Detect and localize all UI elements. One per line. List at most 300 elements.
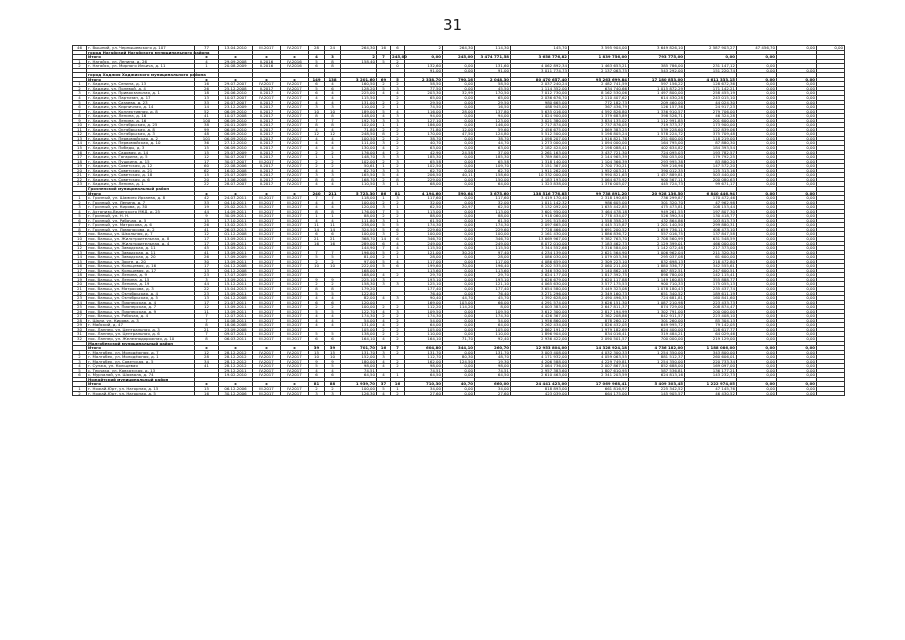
table-cell: город Хаджия Хаджиского муниципального района	[88, 72, 206, 78]
table-cell: 64,00	[475, 323, 511, 328]
table-cell: 164,10	[405, 337, 443, 342]
table-cell: 2 621 564,90	[569, 250, 629, 255]
table-cell: 0,00	[777, 86, 817, 91]
table-cell: 3 437 721,30	[569, 150, 629, 155]
table-cell: 13.09.2011	[219, 236, 253, 241]
table-cell: 0,00	[737, 191, 777, 196]
table-cell: пос. Ваныш, ул. Пионерская, д. 7	[87, 305, 195, 310]
table-cell: 719 373,37	[629, 123, 685, 128]
table-cell: х	[253, 346, 281, 351]
table-cell: 117,60	[475, 196, 511, 201]
table-cell: 1	[73, 59, 87, 64]
table-cell: г. Хаджия, ул. Победы, д. 3	[87, 146, 195, 151]
table-cell: 2 037 240,24	[511, 82, 569, 87]
table-cell: 0,00	[737, 232, 777, 237]
table-cell: 2	[391, 250, 405, 255]
table-cell: 33	[195, 200, 219, 205]
table-cell: 1 778 434,07	[569, 214, 629, 219]
table-cell: 25.07.2009	[219, 173, 253, 178]
table-cell: с. Терчака, ул. Кавказская, д. 13	[87, 368, 195, 373]
table-cell: 4	[325, 127, 341, 132]
table-cell: 47 456,70	[737, 46, 777, 51]
table-cell: 2	[325, 159, 341, 164]
table-cell: 402 634,82	[629, 146, 685, 151]
table-cell: 4	[377, 359, 391, 364]
table-cell: 15.12.2011	[219, 282, 253, 287]
table-cell: 1 254 350,00	[629, 350, 685, 355]
table-cell: г. Хаджия, ул. Партизан, д. 17	[87, 96, 195, 101]
table-cell: 105,00	[405, 327, 443, 332]
table-cell: 13.09.2011	[219, 250, 253, 255]
table-cell: III.2017	[253, 305, 281, 310]
table-cell: 0,00	[777, 296, 817, 301]
table-cell: III.2017	[253, 332, 281, 337]
table-cell: 0,00	[777, 337, 817, 342]
table-cell: 3	[325, 391, 341, 396]
table-cell: 4	[325, 200, 341, 205]
table-cell: 211	[325, 191, 341, 196]
table-cell: 4	[309, 314, 325, 319]
table-cell: IV.2017	[281, 105, 309, 110]
table-cell: 0,00	[777, 146, 817, 151]
table-cell: 0,00	[777, 96, 817, 101]
table-cell: 4	[325, 146, 341, 151]
table-cell: 6	[309, 373, 325, 378]
table-cell: 1 086 030,00	[511, 255, 569, 260]
table-cell: 1 635 442,85	[569, 205, 629, 210]
table-cell: х	[281, 55, 309, 60]
table-cell: 0,00	[443, 200, 475, 205]
table-cell: пос. Ваныш, ул. Заводская, д. 20	[87, 255, 195, 260]
table-cell: 0,00	[777, 391, 817, 396]
table-cell: 2 129 399,01	[629, 241, 685, 246]
table-cell: 47 962,98	[685, 200, 737, 205]
table-cell: 7 183 462,73	[569, 241, 629, 246]
table-cell: 2	[341, 55, 377, 60]
table-cell: 2 161 430,00	[511, 232, 569, 237]
table-cell: IV.2017	[253, 350, 281, 355]
table-cell: 121,00	[405, 250, 443, 255]
table-cell: х	[195, 55, 219, 60]
table-cell: III.2017	[253, 223, 281, 228]
table-cell: 631 548,59	[685, 236, 737, 241]
table-cell: 590,64	[443, 191, 475, 196]
table-cell: 0,00	[443, 373, 475, 378]
table-cell: 28.12.2012	[219, 355, 253, 360]
table-cell: 158,40	[341, 59, 377, 64]
table-cell: 11	[325, 223, 341, 228]
table-cell: 19	[73, 164, 87, 169]
table-cell: 3 316 584,00	[569, 246, 629, 251]
table-cell: 0,00	[777, 77, 817, 82]
table-cell: 7	[325, 196, 341, 201]
table-cell: 17 180 853,00	[629, 77, 685, 82]
table-cell: 2 737 876,05	[569, 123, 629, 128]
table-cell: 16	[73, 150, 87, 155]
table-cell: 0,00	[777, 123, 817, 128]
table-cell: г. Грозный, ул. Матросова, д. 6	[87, 223, 195, 228]
table-cell: III.2017	[253, 264, 281, 269]
table-cell: 34	[195, 359, 219, 364]
table-cell: 16.02.2008	[219, 168, 253, 173]
table-cell: 2	[309, 150, 325, 155]
table-cell: х	[195, 191, 219, 196]
table-cell: 3 601 950,00	[511, 209, 569, 214]
table-cell: 0,00	[443, 114, 475, 119]
table-cell: 1 273 000,00	[511, 141, 569, 146]
table-cell: 10 332 000,00	[511, 173, 569, 178]
table-cell: г. Хаджия, ул. Первомайская, д. 10	[87, 141, 195, 146]
table-cell: 15	[195, 218, 219, 223]
table-cell: 14	[73, 255, 87, 260]
table-cell: III.2017	[281, 200, 309, 205]
table-cell: 2	[391, 391, 405, 396]
table-cell: 7	[309, 250, 325, 255]
table-cell: 138,00	[341, 332, 377, 337]
table-cell: 20.07.2007	[219, 100, 253, 105]
table-cell: 2	[377, 255, 391, 260]
table-cell: 15.04.2013	[219, 286, 253, 291]
table-cell: 1 939,70	[341, 382, 377, 387]
table-cell: 2	[325, 305, 341, 310]
table-cell: 6	[325, 337, 341, 342]
table-cell: 50,61	[341, 164, 377, 169]
table-cell: III.2017	[253, 46, 281, 51]
table-cell: пос. Ваныш, ул. Ленина, д. 15	[87, 277, 195, 282]
table-cell: 10	[325, 264, 341, 269]
table-cell: г. Грозный, ул. Рабочая, д. 5	[87, 218, 195, 223]
table-cell: г. Нагайск, ул. Мирного Ильича, д. 11	[87, 64, 195, 69]
table-cell: 39	[309, 346, 325, 351]
table-cell: 16,50	[475, 105, 511, 110]
table-cell: 1 379 683,89	[569, 114, 629, 119]
table-cell: 587 536,81	[629, 368, 685, 373]
table-cell: 179,20	[341, 286, 377, 291]
table-cell: 200 000,00	[685, 309, 737, 314]
table-cell: 0,00	[737, 127, 777, 132]
table-cell: 162,00	[405, 359, 443, 364]
table-cell: 13.09.2011	[219, 246, 253, 251]
table-cell: 832 698,13	[629, 259, 685, 264]
table-cell: 0,00	[777, 382, 817, 387]
table-cell: 185,30	[475, 155, 511, 160]
table-cell: 176,00	[341, 150, 377, 155]
table-cell: 3	[325, 105, 341, 110]
table-cell: 4 194,60	[405, 191, 443, 196]
table-cell: г. Хаджия, ул. Пушкина, д. 15	[87, 159, 195, 164]
table-cell: 74,51	[405, 368, 443, 373]
table-cell: 164,10	[341, 337, 377, 342]
table-cell: 1 578 224,72	[629, 132, 685, 137]
table-cell: 0,00	[777, 232, 817, 237]
table-cell: 2 957 383,60	[511, 368, 569, 373]
table-cell: 130,00	[341, 146, 377, 151]
table-cell: 5	[325, 364, 341, 369]
table-cell: г. Майский, д. 47	[87, 323, 195, 328]
table-cell: IV.2017	[253, 82, 281, 87]
table-cell: х	[219, 55, 253, 60]
table-cell: IV.2017	[281, 159, 309, 164]
table-cell: 100,00	[341, 387, 377, 392]
table-cell: III.2017	[281, 282, 309, 287]
table-cell: 3 271 296,00	[511, 291, 569, 296]
table-cell: 0,00	[443, 223, 475, 228]
table-cell: 4	[325, 82, 341, 87]
table-cell: 113,00	[475, 209, 511, 214]
table-cell: 3 021 380,00	[511, 118, 569, 123]
table-cell: 99 738 891,20	[569, 191, 629, 196]
table-cell: 10	[309, 109, 325, 114]
table-cell: 0,00	[777, 273, 817, 278]
table-cell: 137,80	[475, 109, 511, 114]
table-cell: 18.06.2008	[219, 323, 253, 328]
table-cell: 115,50	[341, 96, 377, 101]
table-cell: 28	[195, 355, 219, 360]
table-cell: 64,00	[475, 182, 511, 187]
table-cell: 220 733,34	[685, 359, 737, 364]
table-cell: III.2017	[253, 218, 281, 223]
relocation-program-table	[72, 45, 843, 627]
table-cell: 28.12.2012	[219, 350, 253, 355]
table-cell: 14	[325, 227, 341, 232]
table-cell: III.2017	[253, 236, 281, 241]
table-cell: 5	[377, 59, 391, 64]
table-cell: 0,00	[443, 82, 475, 87]
table-cell: 10	[73, 236, 87, 241]
table-cell: г. Хаджия, ул. Советская, д. 21	[87, 168, 195, 173]
table-cell: 83 880,20	[685, 159, 737, 164]
table-cell: 1	[391, 182, 405, 187]
table-cell: 19	[195, 205, 219, 210]
table-cell: 15	[73, 259, 87, 264]
table-cell: 13.04.2010	[219, 46, 253, 51]
table-cell: 27.12.2010	[219, 141, 253, 146]
table-cell: 8	[325, 209, 341, 214]
table-cell: 30	[195, 259, 219, 264]
table-cell: 2	[377, 200, 391, 205]
table-cell: IV.2017	[281, 391, 309, 396]
table-cell: 91,00	[475, 68, 511, 73]
table-cell: 20.01.2009	[219, 123, 253, 128]
table-cell: 4	[325, 296, 341, 301]
table-cell: 0,00	[737, 236, 777, 241]
table-cell: 0,00	[777, 332, 817, 337]
table-cell: 4 065 630,00	[511, 282, 569, 287]
table-cell: 64,00	[405, 323, 443, 328]
table-cell: 88,00	[405, 214, 443, 219]
table-cell: 01.12.2008	[219, 232, 253, 237]
table-cell: 0,00	[443, 136, 475, 141]
table-cell: 48	[195, 132, 219, 137]
table-cell: 0,00	[737, 227, 777, 232]
table-cell: 30,20	[443, 250, 475, 255]
table-cell: 3 344 552,66	[511, 246, 569, 251]
table-cell: 203,30	[405, 91, 443, 96]
table-cell: 0,00	[737, 164, 777, 169]
table-cell: 0,00	[777, 168, 817, 173]
table-cell: 2 482 741,59	[569, 82, 629, 87]
table-cell: 17	[195, 241, 219, 246]
table-cell: 20.06.2010	[219, 91, 253, 96]
table-cell: 158,30	[341, 282, 377, 287]
table-cell: III.2017	[253, 327, 281, 332]
table-cell: 293 995,38	[629, 159, 685, 164]
table-cell: 165,50	[341, 173, 377, 178]
table-cell: 0,00	[737, 214, 777, 219]
table-cell: 1	[73, 387, 87, 392]
table-cell: г. Грозный, ул. Ленина, д. 7	[87, 200, 195, 205]
table-cell: 108 153,44	[685, 205, 737, 210]
table-cell: 0,00	[443, 96, 475, 101]
table-cell: 38,70	[405, 136, 443, 141]
table-cell: II.2017	[253, 155, 281, 160]
table-cell: 4	[73, 209, 87, 214]
table-cell: х	[253, 77, 281, 82]
table-cell: 1	[391, 373, 405, 378]
table-cell: 2	[391, 146, 405, 151]
table-cell: 126 157,36	[629, 105, 685, 110]
table-cell: 0,00	[685, 55, 737, 60]
table-cell: III.2017	[253, 250, 281, 255]
table-cell: 3	[377, 232, 391, 237]
table-cell: 240	[309, 191, 325, 196]
table-cell: III.2017	[281, 314, 309, 319]
table-cell: г. Хаджия, ул. Привокзальная, д. 1	[87, 91, 195, 96]
table-cell: 9	[325, 359, 341, 364]
table-cell: Ножайтский муниципальный район	[87, 377, 195, 382]
table-cell: III.2017	[281, 259, 309, 264]
table-cell: 231 147,12	[685, 64, 737, 69]
table-cell: г. Хаджия, ул. Садовая, д. 14	[87, 150, 195, 155]
table-cell: IV.2017	[281, 168, 309, 173]
table-cell: IV.2017	[253, 355, 281, 360]
table-cell: 8	[195, 323, 219, 328]
table-cell: 45,70	[475, 296, 511, 301]
table-cell: 6	[391, 236, 405, 241]
table-cell: 128 672,36	[685, 82, 737, 87]
table-cell: 62,50	[405, 205, 443, 210]
table-cell: 15	[325, 350, 341, 355]
table-cell: 4	[391, 91, 405, 96]
table-cell: 13	[195, 96, 219, 101]
table-cell: 61,50	[405, 218, 443, 223]
table-cell: III.2017	[253, 232, 281, 237]
table-cell: 10	[309, 355, 325, 360]
table-cell: 8	[309, 177, 325, 182]
table-cell: 2	[391, 314, 405, 319]
table-cell: 1 149 160,85	[629, 277, 685, 282]
table-cell: 2 048,30	[475, 77, 511, 82]
table-cell: 0,00	[737, 132, 777, 137]
table-cell: 1	[309, 214, 325, 219]
table-cell: 649 995,72	[629, 323, 685, 328]
table-cell: 4 445 315,87	[569, 223, 629, 228]
table-cell: х	[195, 382, 219, 387]
table-cell: 44	[195, 282, 219, 287]
table-cell: 1	[391, 205, 405, 210]
table-cell: 118 219,00	[685, 136, 737, 141]
table-cell: 25.12.2008	[219, 86, 253, 91]
table-cell: 1 880 336,77	[629, 264, 685, 269]
table-cell: Итого	[87, 77, 195, 82]
table-cell: 986 605,00	[569, 200, 629, 205]
table-cell: 18	[73, 159, 87, 164]
table-cell: IV.2017	[253, 364, 281, 369]
table-cell: 0,00	[777, 136, 817, 141]
table-cell: 0,00	[443, 100, 475, 105]
table-cell: 15	[73, 146, 87, 151]
table-cell: пос. Ваныш, ул. Зорге, д. 20	[87, 259, 195, 264]
table-cell: 1 497 800,00	[629, 91, 685, 96]
table-cell: 14	[73, 141, 87, 146]
table-cell: 0,00	[737, 337, 777, 342]
table-cell: 149	[309, 77, 325, 82]
table-cell: 13.09.2011	[219, 241, 253, 246]
table-cell: 131,00	[341, 323, 377, 328]
table-cell: 0,00	[777, 191, 817, 196]
table-cell: 4 003 383,00	[511, 305, 569, 310]
table-cell: II.2017	[253, 123, 281, 128]
table-cell: 74,51	[341, 368, 377, 373]
table-cell: 110,00	[475, 332, 511, 337]
table-cell: 2	[309, 159, 325, 164]
table-cell: 39	[325, 346, 341, 351]
table-cell: 36	[195, 141, 219, 146]
table-cell: 26	[195, 255, 219, 260]
table-cell: 367 436,79	[569, 105, 629, 110]
table-cell: 2	[405, 46, 443, 51]
table-cell: 301 260,00	[629, 318, 685, 323]
table-cell: 21.07.2011	[219, 300, 253, 305]
table-cell: пос. Ваныш, ул. Жилстроительная, д. 8	[87, 236, 195, 241]
table-cell: 2	[309, 282, 325, 287]
table-cell: 2 090 501,57	[569, 337, 629, 342]
table-cell: III.2017	[253, 277, 281, 282]
table-cell: 69	[377, 77, 391, 82]
table-cell: 4 234 139,00	[511, 250, 569, 255]
table-cell: 42,90	[405, 150, 443, 155]
table-cell: 44 024,30	[685, 100, 737, 105]
table-cell: 28.07.2007	[219, 182, 253, 187]
table-cell: 1 098 207,00	[511, 136, 569, 141]
table-cell: пос. Ваныш, ул. Октябрьская, д. 5	[87, 296, 195, 301]
table-cell: 8	[195, 337, 219, 342]
table-cell: 2	[325, 164, 341, 169]
table-cell: 21	[73, 173, 87, 178]
table-cell: 46 430,52	[685, 391, 737, 396]
table-cell: 1 911 262,00	[511, 168, 569, 173]
table-cell: 120,00	[341, 205, 377, 210]
table-cell: 790,16	[443, 77, 475, 82]
table-cell: 12	[195, 232, 219, 237]
table-cell: II.2017	[253, 100, 281, 105]
table-cell: 1 558 358,25	[569, 218, 629, 223]
table-cell: III.2017	[281, 227, 309, 232]
table-cell: 3	[377, 350, 391, 355]
table-cell: 0,00	[777, 223, 817, 228]
table-cell: пос. Ваныш, ул. Кольцевая, д. 17	[87, 268, 195, 273]
table-cell: IV.2017	[281, 164, 309, 169]
table-cell: 81,00	[341, 255, 377, 260]
table-cell: 2	[377, 82, 391, 87]
table-cell: 12	[195, 155, 219, 160]
table-cell: 8	[325, 286, 341, 291]
table-cell: 3 003 408,00	[511, 350, 569, 355]
table-cell: г. Хаджия, ул. Сенина, д. 13	[87, 82, 195, 87]
table-cell: III.2017	[281, 232, 309, 237]
table-cell: 85 304,13	[685, 318, 737, 323]
table-cell: 12	[73, 132, 87, 137]
